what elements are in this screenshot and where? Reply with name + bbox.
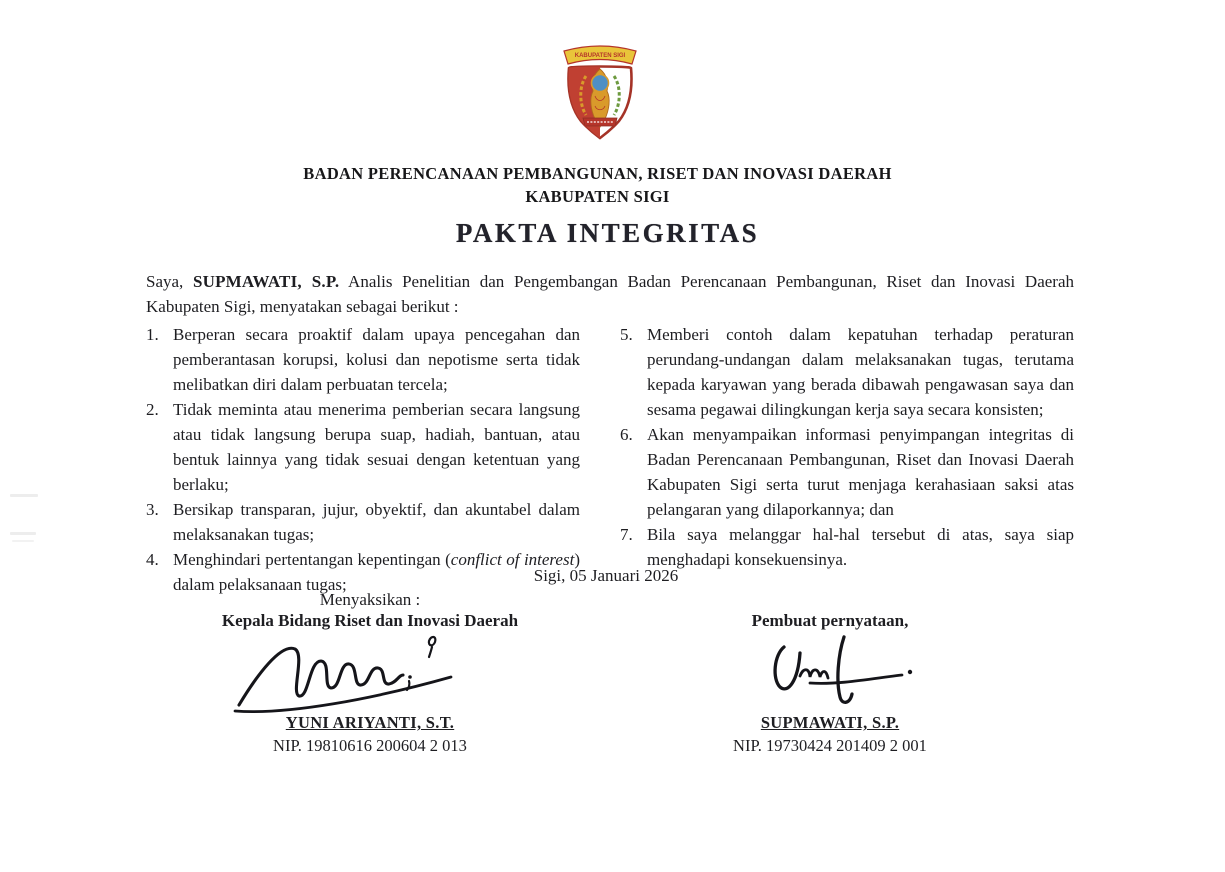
date-line: Sigi, 05 Januari 2026 bbox=[533, 566, 679, 585]
scan-artifact bbox=[10, 532, 36, 535]
org-header bbox=[0, 162, 1195, 208]
kabupaten-sigi-logo bbox=[557, 38, 643, 144]
declarant-nip: NIP. 19730424 201409 2 001 bbox=[733, 736, 927, 755]
witness-signature bbox=[233, 631, 468, 717]
item-text-italic: conflict of interest bbox=[450, 550, 575, 569]
item-text: Akan menyampaikan informasi penyimpangan integritas di Badan Perencanaan Pembangunan, Riset dan Inovasi Daerah Kabupaten Sigi serta turut menjaga kerahasiaan saksi atas pelangaran yang dilaporkannya; dan bbox=[647, 425, 1074, 519]
witness-nip: NIP. 19810616 200604 2 013 bbox=[273, 736, 467, 755]
item-text-pre: Menghindari pertentangan kepentingan ( bbox=[173, 550, 451, 569]
declarant-name: SUPMAWATI, S.P. bbox=[760, 713, 900, 732]
scan-artifact bbox=[12, 540, 34, 542]
item-text-post: ) dalam pelaksanaan tugas; bbox=[173, 550, 580, 594]
integrity-list bbox=[146, 322, 1074, 597]
list-item-2 bbox=[146, 397, 580, 497]
list-item-7 bbox=[620, 522, 1074, 572]
item-number: 5. bbox=[620, 325, 633, 344]
list-item-5 bbox=[620, 322, 1074, 422]
org-name-line1: BADAN PERENCANAAN PEMBANGUNAN, RISET DAN INOVASI DAERAH bbox=[303, 164, 892, 183]
declarant-signature-icon bbox=[770, 631, 935, 717]
scan-artifact bbox=[10, 494, 38, 497]
item-text: Berperan secara proaktif dalam upaya pencegahan dan pemberantasan korupsi, kolusi dan nepotisme serta tidak melibatkan diri dalam perbuatan tercela; bbox=[173, 325, 580, 394]
list-item-6 bbox=[620, 422, 1074, 522]
page-title: PAKTA INTEGRITAS bbox=[455, 218, 760, 248]
declarant-signature bbox=[770, 631, 935, 717]
item-text: Memberi contoh dalam kepatuhan terhadap peraturan perundang-undangan dalam melaksanakan tugas, terutama kepada karyawan yang berada dibawah pengawasan saya dan sesama pegawai dilingkungan kerja saya secara konsisten; bbox=[647, 325, 1074, 419]
item-text: Bersikap transparan, jujur, obyektif, dan akuntabel dalam melaksanakan tugas; bbox=[173, 500, 580, 544]
list-item-3 bbox=[146, 497, 580, 547]
blue-globe bbox=[592, 75, 609, 92]
witness-label: Menyaksikan : bbox=[319, 590, 421, 609]
item-number: 6. bbox=[620, 425, 633, 444]
intro-paragraph bbox=[146, 269, 1074, 319]
org-name-line2: KABUPATEN SIGI bbox=[525, 187, 670, 206]
witness-signature-icon bbox=[233, 631, 468, 717]
declarant-label: Pembuat pernyataan, bbox=[751, 611, 909, 630]
declarant-name-inline: SUPMAWATI, S.P. bbox=[192, 272, 340, 291]
item-number: 4. bbox=[146, 550, 159, 569]
witness-role: Kepala Bidang Riset dan Inovasi Daerah bbox=[221, 611, 519, 630]
item-text: Tidak meminta atau menerima pemberian secara langsung atau tidak langsung berupa suap, hadiah, bantuan, atau bentuk lainnya yang tidak sesuai dengan ketentuan yang berlaku; bbox=[173, 400, 580, 494]
item-number: 3. bbox=[146, 500, 159, 519]
item-number: 1. bbox=[146, 325, 159, 344]
list-column-right bbox=[620, 322, 1074, 597]
item-number: 7. bbox=[620, 525, 633, 544]
list-column-left bbox=[146, 322, 580, 597]
crest-icon bbox=[557, 38, 643, 144]
list-item-1 bbox=[146, 322, 580, 397]
item-text: Bila saya melanggar hal-hal tersebut di atas, saya siap menghadapi konsekuensinya. bbox=[647, 525, 1074, 569]
banner-text: KABUPATEN SIGI bbox=[574, 53, 626, 59]
witness-name: YUNI ARIYANTI, S.T. bbox=[285, 713, 455, 732]
intro-rest: Analis Penelitian dan Pengembangan Badan Perencanaan Pembangunan, Riset dan Inovasi Daerah Kabupaten Sigi, menyatakan sebagai berikut : bbox=[146, 272, 1075, 316]
item-number: 2. bbox=[146, 400, 159, 419]
intro-prefix: Saya, bbox=[146, 272, 184, 291]
